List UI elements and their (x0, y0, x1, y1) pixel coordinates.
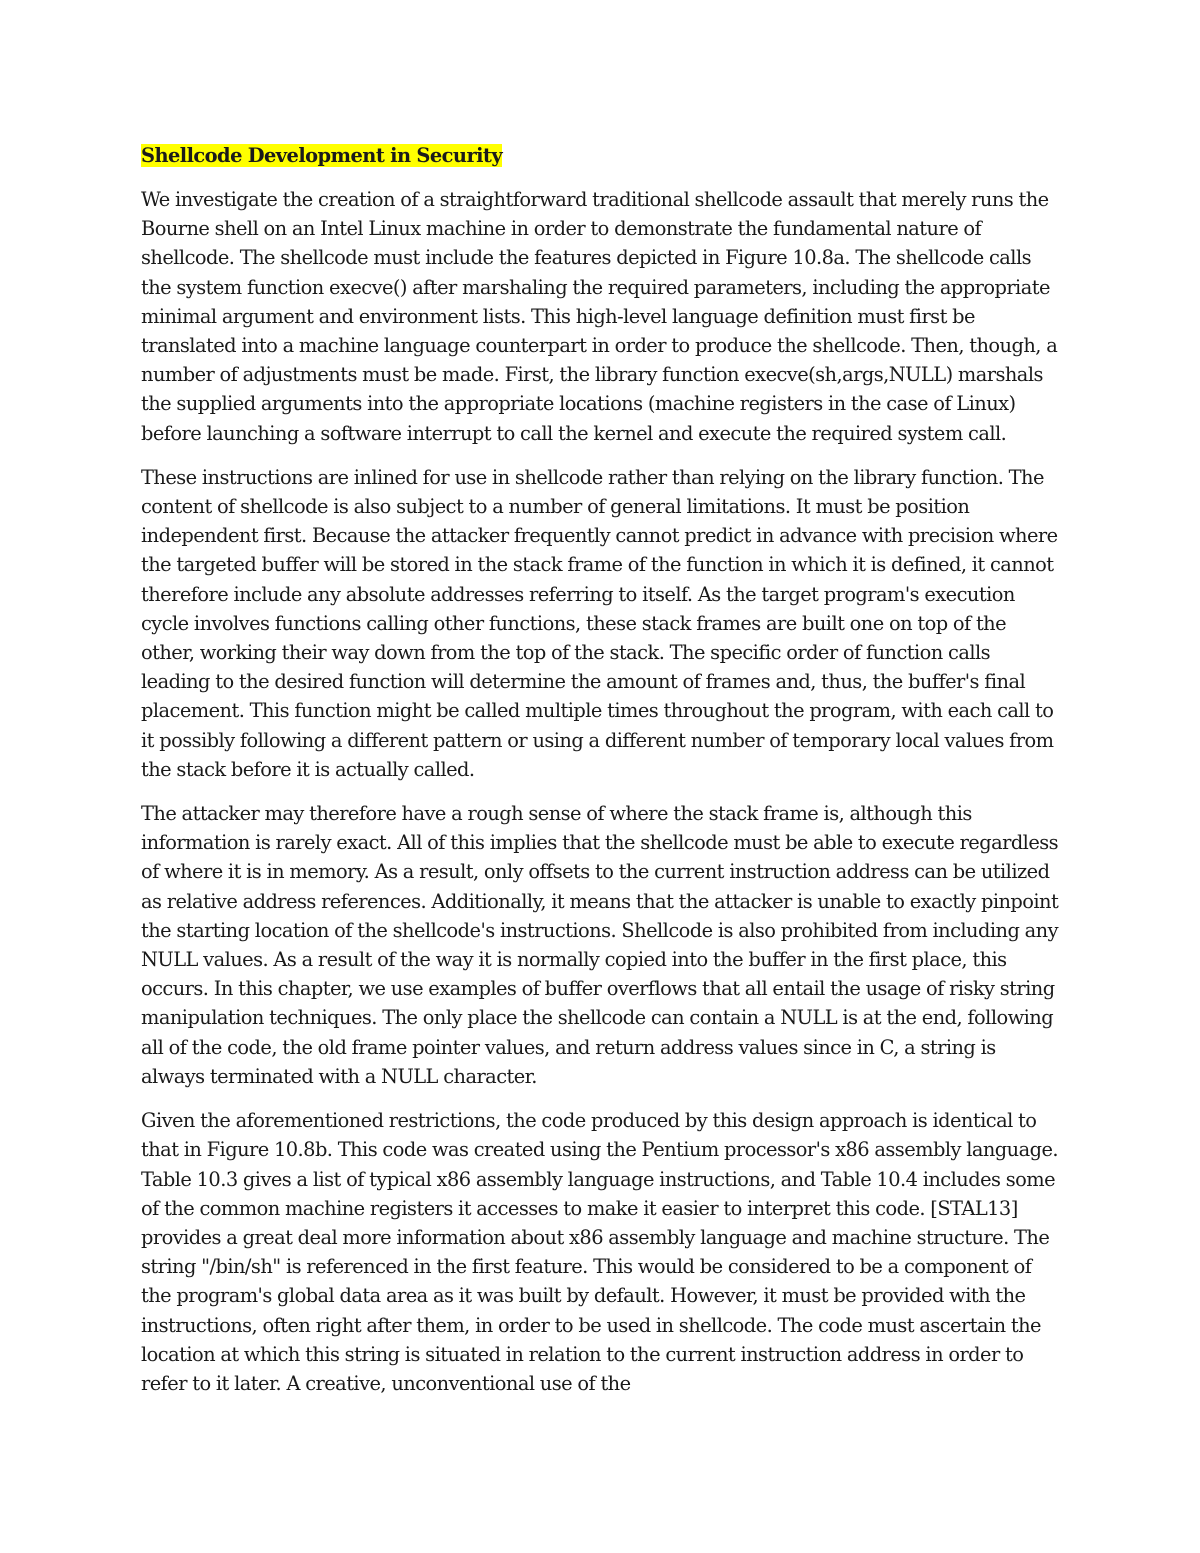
document-body (141, 141, 1063, 1413)
document-title-text: Shellcode Development in Security (141, 144, 503, 167)
paragraph-4: Given the aforementioned restrictions, the code produced by this design approach is identical to that in Figure 10.8b. This code was created using the Pentium processor's x86 assembly language. Table 10.3 gives a list of typical x86 assembly language instructions, and Table 10.4 includes some of the common machine registers it accesses to make it easier to interpret this code. [STAL13] provides a great deal more information about x86 assembly language and machine structure. The string "/bin/sh" is referenced in the first feature. This would be considered to be a component of the program's global data area as it was built by default. However, it must be provided with the instructions, often right after them, in order to be used in shellcode. The code must ascertain the location at which this string is situated in relation to the current instruction address in order to refer to it later. A creative, unconventional use of the (141, 1109, 1059, 1395)
paragraph-2: These instructions are inlined for use in shellcode rather than relying on the library function. The content of shellcode is also subject to a number of general limitations. It must be position independent first. Because the attacker frequently cannot predict in advance with precision where the targeted buffer will be stored in the stack frame of the function in which it is defined, it cannot therefore include any absolute addresses referring to itself. As the target program's execution cycle involves functions calling other functions, these stack frames are built one on top of the other, working their way down from the top of the stack. The specific order of function calls leading to the desired function will determine the amount of frames and, thus, the buffer's final placement. This function might be called multiple times throughout the program, with each call to it possibly following a different pattern or using a different number of temporary local values from the stack before it is actually called. (141, 465, 1058, 781)
paragraph-1: We investigate the creation of a straightforward traditional shellcode assault that merely runs the Bourne shell on an Intel Linux machine in order to demonstrate the fundamental nature of shellcode. The shellcode must include the features depicted in Figure 10.8a. The shellcode calls the system function execve() after marshaling the required parameters, including the appropriate minimal argument and environment lists. This high-level language definition must first be translated into a machine language counterpart in order to produce the shellcode. Then, though, a number of adjustments must be made. First, the library function execve(sh,args,NULL) marshals the supplied arguments into the appropriate locations (machine registers in the case of Linux) before launching a software interrupt to call the kernel and execute the required system call. (141, 188, 1058, 445)
document-title (141, 141, 1063, 170)
paragraph-3: The attacker may therefore have a rough sense of where the stack frame is, although this information is rarely exact. All of this implies that the shellcode must be able to execute regardless of where it is in memory. As a result, only offsets to the current instruction address can be utilized as relative address references. Additionally, it means that the attacker is unable to exactly pinpoint the starting location of the shellcode's instructions. Shellcode is also prohibited from including any NULL values. As a result of the way it is normally copied into the buffer in the first place, this occurs. In this chapter, we use examples of buffer overflows that all entail the usage of risky string manipulation techniques. The only place the shellcode can contain a NULL is at the end, following all of the code, the old frame pointer values, and return address values since in C, a string is always terminated with a NULL character. (141, 802, 1059, 1088)
